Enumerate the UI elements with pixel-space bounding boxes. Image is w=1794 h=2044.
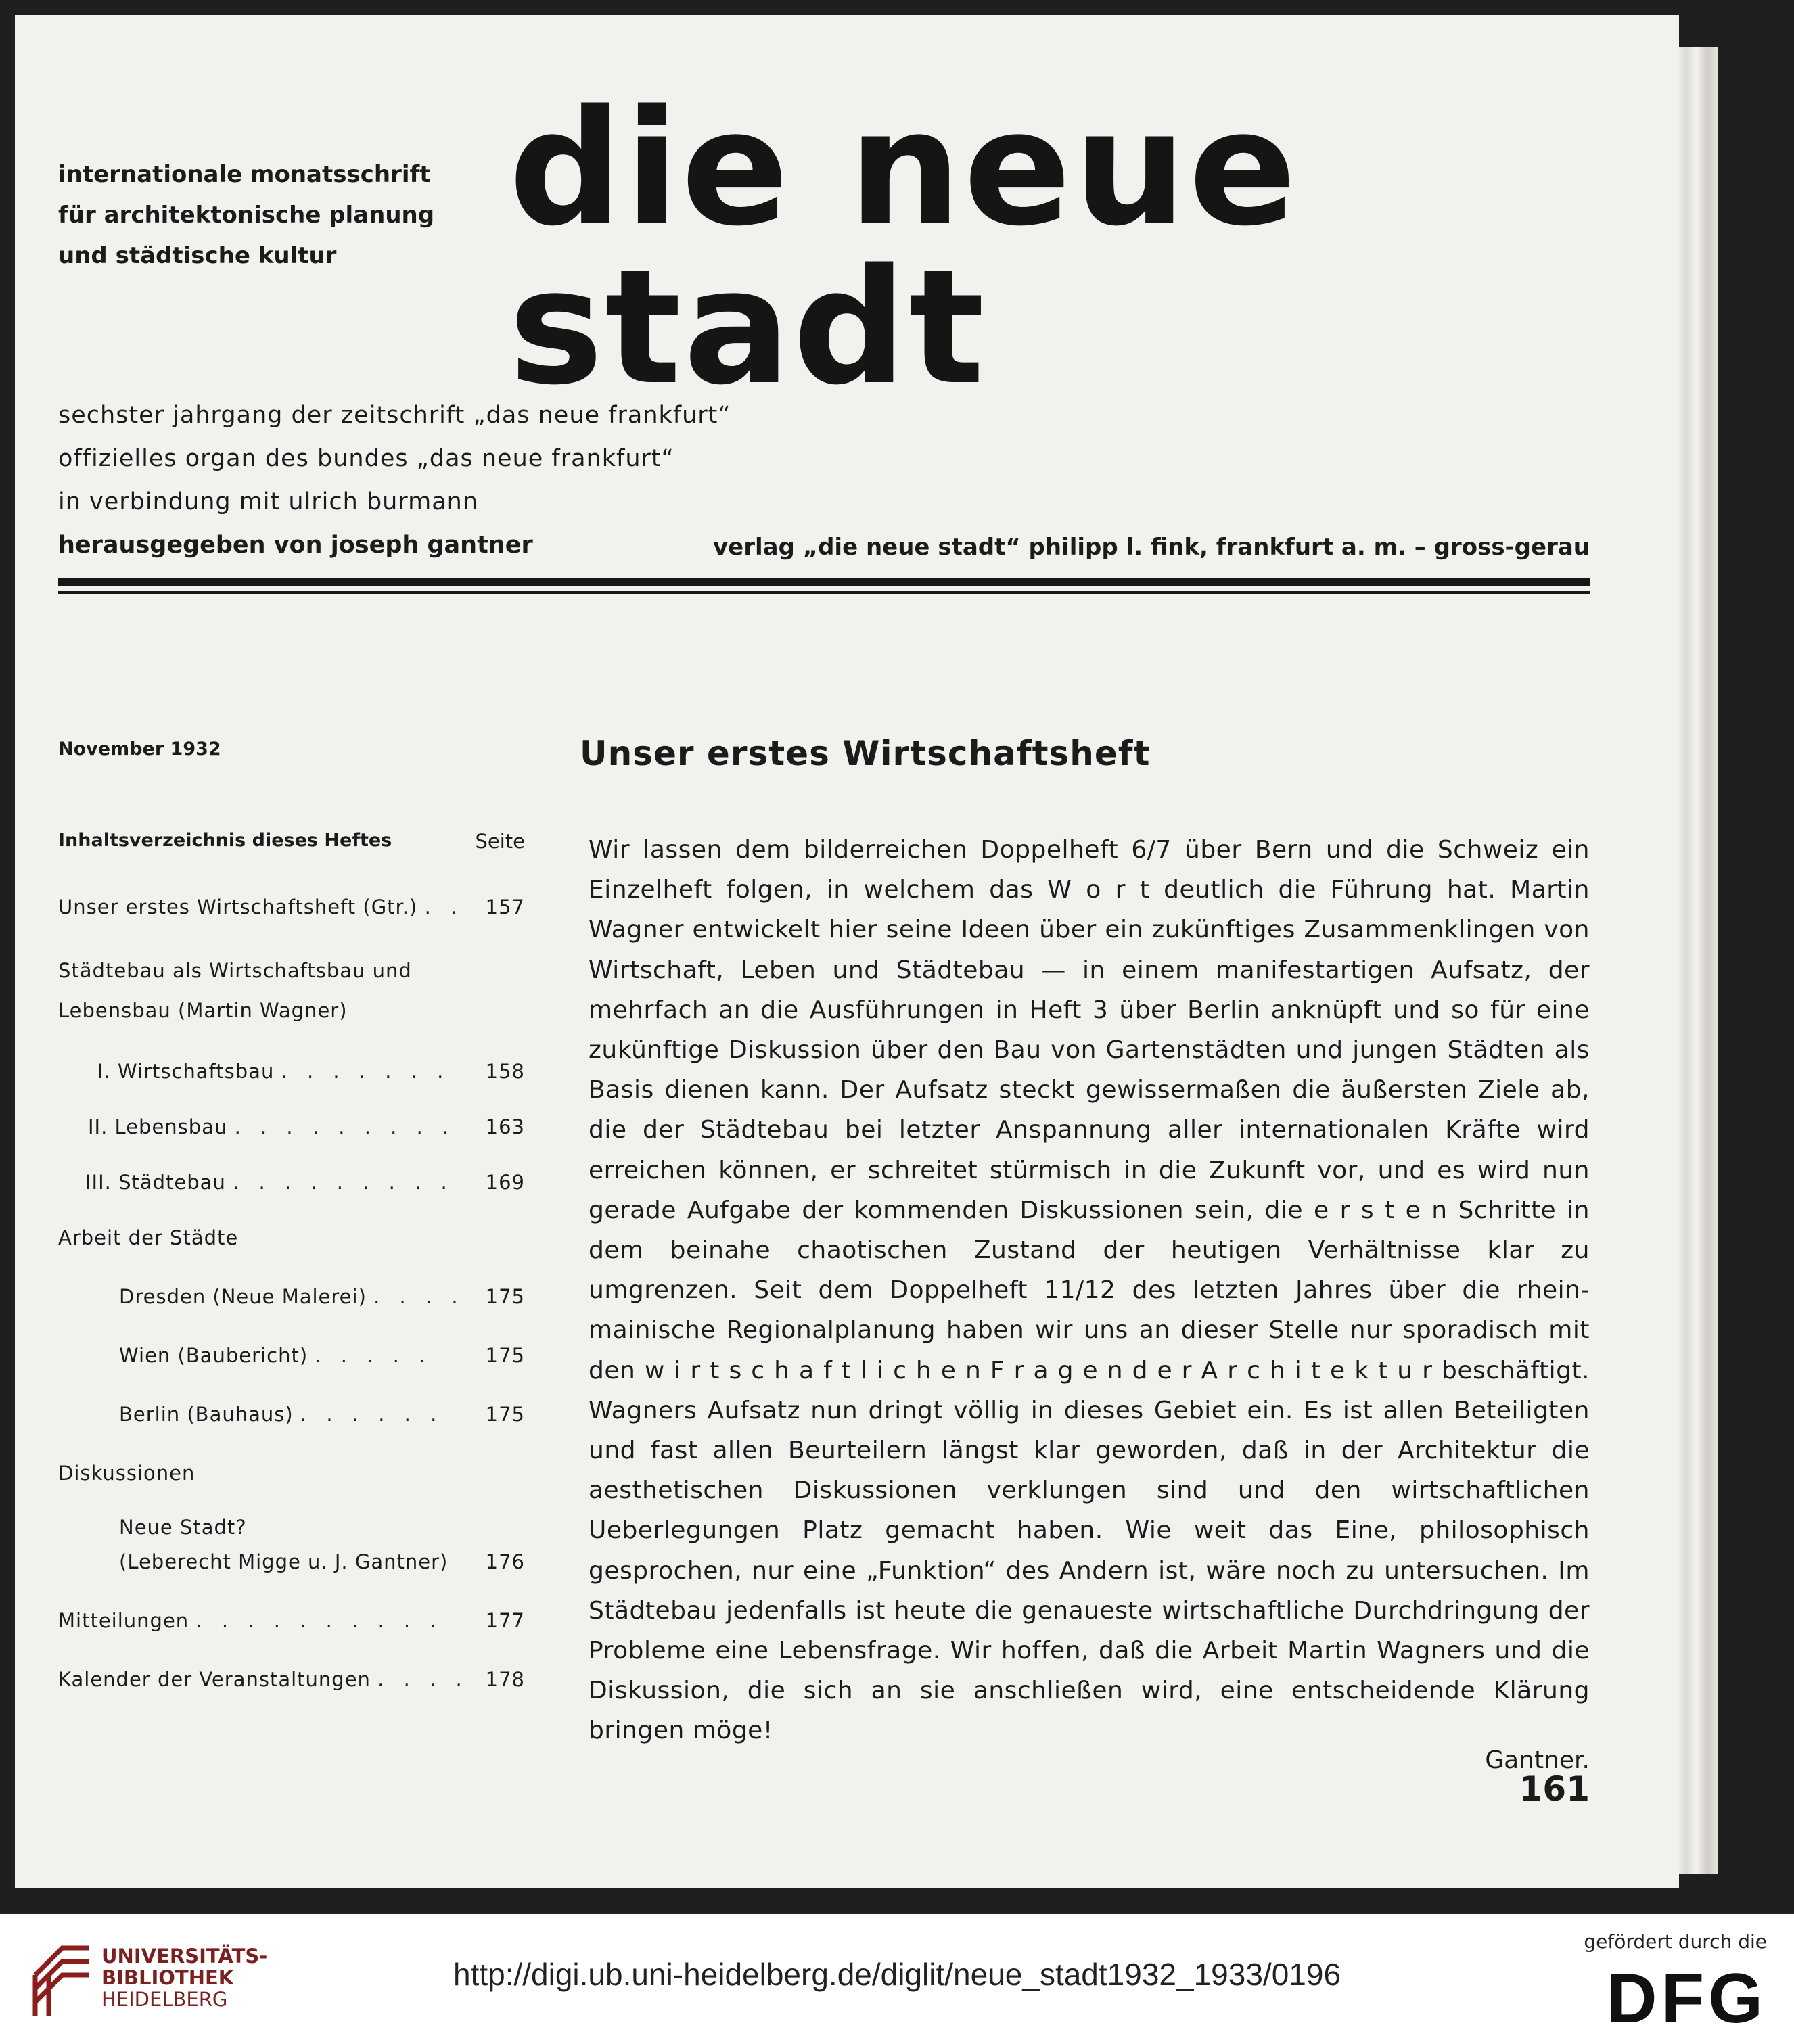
tagline-line: internationale monatsschrift [58, 161, 431, 188]
toc-entry [58, 1336, 525, 1375]
toc-entry [58, 1052, 525, 1091]
toc-dots: . . . . [377, 1668, 469, 1691]
tagline-line: und städtische kultur [58, 242, 337, 269]
toc-entry-page: 175 [485, 1403, 525, 1426]
toc-dots: . . . . . . [300, 1403, 444, 1426]
toc-entry-label: Mitteilungen [58, 1609, 189, 1632]
toc-dots: . . . . . [315, 1344, 432, 1367]
toc-entry-page: 176 [485, 1550, 525, 1573]
toc-dots: . . . . [373, 1285, 465, 1308]
toc-entry-label: I. Wirtschaftsbau [97, 1060, 275, 1083]
toc-dots: . . [424, 896, 464, 919]
toc-entry [58, 1512, 525, 1543]
toc-entry [58, 887, 525, 927]
toc-entry-label: (Leberecht Migge u. J. Gantner) [119, 1550, 448, 1573]
toc-page-heading: Seite [475, 830, 525, 853]
article-signature: Gantner. [1485, 1746, 1590, 1774]
toc-dots: . . . . . . . . . [233, 1171, 454, 1194]
funding-label: gefördert durch die [1584, 1930, 1767, 1953]
toc-entry [58, 1660, 525, 1699]
article-paragraph: Wir lassen dem bilderreichen Doppelheft 6/7 über Bern und die Schweiz ein Einzelheft folgen, in welchem das W o r t deutlich die Führung hat. Martin Wagner entwickelt hier seine Ideen über ein zukünftiges Zusammenklingen von Wirtschaft, Leben und Städtebau — in einem manifestartigen Aufsatz, der mehrfach an die Ausführungen in Heft 3 über Berlin anknüpft und so für eine zukünftige Diskussion über den Bau von Gartenstädten und jungen Städten als Basis dienen kann. Der Aufsatz steckt gewissermaßen die äußersten Ziele ab, die der Städtebau bei letzter Anspannung aller internationalen Kräfte wird erreichen können, er schreitet stürmisch in die Zukunft vor, und es wird nun gerade Aufgabe der kommenden Diskussionen sein, die e r s t e n Schritte in dem beinahe chaotischen Zustand der heutigen Verhältnisse klar zu umgrenzen. Seit dem Doppelheft 11/12 des letzten Jahres über die rhein-mainische Regionalplanung haben wir uns an dieser Stelle nur sporadisch mit den w i r t s c h a f t l i c h e n F r a g e n d e r A r c h i t e k t u r beschäftigt. Wagners Aufsatz nun dringt völlig in dieses Gebiet ein. Es ist allen Beteiligten und fast allen Beurteilern längst klar geworden, daß in der Architektur die aesthetischen Diskussionen verklungen sind und den wirtschaftlichen Ueberlegungen Platz gemacht haben. Wie weit das Eine, philosophisch gesprochen, nur eine „Funktion“ des Andern ist, wäre noch zu untersuchen. Im Städtebau jedenfalls ist heute die genaueste wirtschaftliche Durchdringung der Probleme eine Lebensfrage. Wir hoffen, daß die Arbeit Martin Wagners und die Diskussion, die sich an sie anschließen wird, eine entscheidende Klärung bringen möge! [589, 836, 1590, 1745]
toc-entry [58, 1107, 525, 1146]
masthead-rule [58, 578, 1590, 586]
masthead-tagline [58, 154, 434, 276]
article-title: Unser erstes Wirtschaftsheft [580, 734, 1151, 773]
toc-entry [58, 951, 525, 990]
toc-entry [58, 1163, 525, 1202]
toc-entry-page: 163 [485, 1115, 525, 1138]
toc-entry-label: Dresden (Neue Malerei) [119, 1285, 367, 1308]
pubinfo-line: offizielles organ des bundes „das neue frankfurt“ [58, 445, 674, 472]
toc-dots: . . . . . . . [281, 1060, 451, 1083]
toc-entry [58, 991, 525, 1030]
magazine-title: die neue stadt [509, 76, 1299, 420]
library-name-line: HEIDELBERG [101, 1988, 228, 2011]
pubinfo-editor: herausgegeben von joseph gantner [58, 532, 533, 559]
permalink-url[interactable]: http://digi.ub.uni-heidelberg.de/diglit/neue_stadt1932_1933/0196 [453, 1957, 1341, 1992]
toc-heading [58, 830, 525, 851]
toc-entry-label: Diskussionen [58, 1462, 196, 1485]
toc-dots: . . . . . . . . . . [196, 1609, 443, 1632]
publication-info [58, 394, 731, 567]
toc-entry [58, 1454, 525, 1493]
toc-entry-label: Lebensbau (Martin Wagner) [58, 999, 348, 1022]
masthead-rule-thin [58, 591, 1590, 594]
page-number: 161 [1519, 1769, 1590, 1809]
toc-heading-label: Inhaltsverzeichnis dieses Heftes [58, 830, 392, 851]
toc-entry-page: 177 [485, 1609, 525, 1632]
dfg-logo[interactable]: DFG [1606, 1959, 1767, 2038]
toc-entry-page: 175 [485, 1344, 525, 1367]
toc-entry-label: Unser erstes Wirtschaftsheft (Gtr.) [58, 896, 418, 919]
toc-entry [58, 1218, 525, 1257]
toc-entry-page: 175 [485, 1285, 525, 1308]
viewer-footer [0, 1914, 1794, 2044]
toc-entry-label: Städtebau als Wirtschaftsbau und [58, 959, 412, 982]
toc-entry-label: III. Städtebau [85, 1171, 226, 1194]
pubinfo-line: in verbindung mit ulrich burmann [58, 488, 479, 515]
publisher-line: verlag „die neue stadt“ philipp l. fink, frankfurt a. m. – gross-gerau [712, 534, 1590, 561]
library-name-line: BIBLIOTHEK [101, 1966, 234, 1989]
toc-dots: . . . . . . . . . [234, 1115, 456, 1138]
toc-entry-page: 157 [485, 896, 525, 919]
toc-entry-page: 158 [485, 1060, 525, 1083]
toc-entry-label: Wien (Baubericht) [119, 1344, 308, 1367]
tagline-line: für architektonische planung [58, 202, 435, 229]
toc-entry-label: Arbeit der Städte [58, 1226, 239, 1249]
toc-entry-page: 169 [485, 1171, 525, 1194]
toc-entry [58, 1395, 525, 1434]
issue-date: November 1932 [58, 739, 221, 760]
library-name-line: UNIVERSITÄTS- [101, 1945, 268, 1968]
toc-entry-label: Berlin (Bauhaus) [119, 1403, 294, 1426]
toc-entry-label: Kalender der Veranstaltungen [58, 1668, 371, 1691]
toc-entry-label: Neue Stadt? [119, 1516, 247, 1539]
pubinfo-line: sechster jahrgang der zeitschrift „das neue frankfurt“ [58, 402, 731, 429]
toc-entry-page: 178 [485, 1668, 525, 1691]
toc-entry [58, 1542, 525, 1581]
article-body [589, 830, 1590, 1751]
magazine-page [15, 15, 1679, 1888]
toc-entry-label: II. Lebensbau [88, 1115, 228, 1138]
toc-entry [58, 1277, 525, 1316]
toc-entry [58, 1601, 525, 1640]
